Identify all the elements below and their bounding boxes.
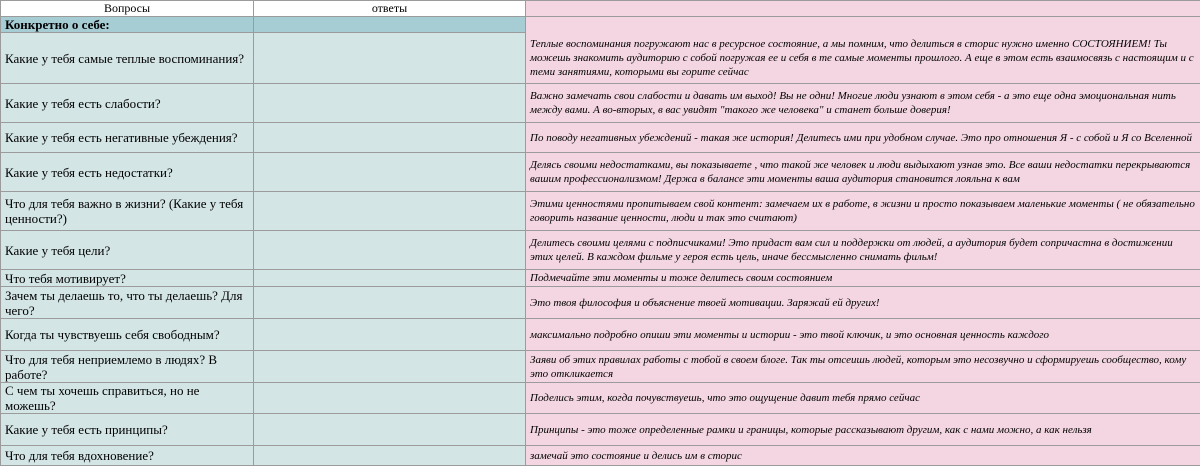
question-cell[interactable]: Какие у тебя цели? xyxy=(1,231,254,270)
note-cell[interactable]: Это твоя философия и объяснение твоей мотивации. Заряжай ей других! xyxy=(526,287,1200,319)
table-row xyxy=(1,33,1200,84)
answer-cell[interactable] xyxy=(254,123,526,153)
note-cell[interactable]: По поводу негативных убеждений - такая же история! Делитесь ими при удобном случае. Это про отношения Я - с собой и Я со Вселенной xyxy=(526,123,1200,153)
note-cell[interactable]: Важно замечать свои слабости и давать им выход! Вы не одни! Многие люди узнают в этом себя - а это еще одна эмоциональная нить между вами. А во-вторых, в вас увидят "такого же человека" и станет больше доверия! xyxy=(526,84,1200,123)
answer-cell[interactable] xyxy=(254,383,526,414)
question-cell[interactable]: Какие у тебя есть слабости? xyxy=(1,84,254,123)
table-row xyxy=(1,383,1200,414)
note-cell[interactable]: Этими ценностями пропитываем свой контент: замечаем их в работе, в жизни и просто показываем маленькие моменты ( не обязательно говорить название ценности, люди и так это считают) xyxy=(526,192,1200,231)
note-cell[interactable]: Подмечайте эти моменты и тоже делитесь своим состоянием xyxy=(526,270,1200,287)
answer-cell[interactable] xyxy=(254,351,526,383)
answer-cell[interactable] xyxy=(254,33,526,84)
note-cell[interactable]: Делитесь своими целями с подписчиками! Это придаст вам сил и поддержки от людей, а аудитория будет сопричастна в достижении этих целей. В каждом фильме у героя есть цель, иначе бессмысленно снимать фильм! xyxy=(526,231,1200,270)
section-note-cell[interactable] xyxy=(526,17,1200,33)
note-cell[interactable]: Принципы - это тоже определенные рамки и границы, которые рассказывают другим, как с нами можно, а как нельзя xyxy=(526,414,1200,446)
section-row xyxy=(1,17,1200,33)
note-cell[interactable]: Теплые воспоминания погружают нас в ресурсное состояние, а мы помним, что делиться в сторис нужно именно СОСТОЯНИЕМ! Ты можешь знакомить аудиторию с собой погружая ее и себя в те самые моменты прошлого. А еще в этом есть взаимосвязь с настоящим и с теми занятиями, которыми вы горите сейчас xyxy=(526,33,1200,84)
question-cell[interactable]: Что тебя мотивирует? xyxy=(1,270,254,287)
table-row xyxy=(1,414,1200,446)
answer-cell[interactable] xyxy=(254,84,526,123)
question-cell[interactable]: Какие у тебя есть недостатки? xyxy=(1,153,254,192)
table-row xyxy=(1,84,1200,123)
question-cell[interactable]: Зачем ты делаешь то, что ты делаешь? Для чего? xyxy=(1,287,254,319)
table-row xyxy=(1,319,1200,351)
table-row xyxy=(1,231,1200,270)
note-cell[interactable]: Делясь своими недостатками, вы показываете , что такой же человек и люди выдыхают узнав это. Все ваши недостатки перекрываются вашим профессионализмом! Держа в балансе эти моменты ваша аудитория становится лояльна к вам xyxy=(526,153,1200,192)
section-answer-cell[interactable] xyxy=(254,17,526,33)
table-row xyxy=(1,446,1200,466)
question-cell[interactable]: Что для тебя неприемлемо в людях? В работе? xyxy=(1,351,254,383)
table-row xyxy=(1,270,1200,287)
answer-cell[interactable] xyxy=(254,231,526,270)
question-cell[interactable]: Что для тебя вдохновение? xyxy=(1,446,254,466)
question-cell[interactable]: Что для тебя важно в жизни? (Какие у тебя ценности?) xyxy=(1,192,254,231)
header-answers[interactable]: ответы xyxy=(254,1,526,17)
table-row xyxy=(1,287,1200,319)
note-cell[interactable]: замечай это состояние и делись им в сторис xyxy=(526,446,1200,466)
table-row xyxy=(1,153,1200,192)
question-cell[interactable]: С чем ты хочешь справиться, но не можешь? xyxy=(1,383,254,414)
table-row xyxy=(1,192,1200,231)
table-row xyxy=(1,123,1200,153)
answer-cell[interactable] xyxy=(254,319,526,351)
note-cell[interactable]: Поделись этим, когда почувствуешь, что это ощущение давит тебя прямо сейчас xyxy=(526,383,1200,414)
answer-cell[interactable] xyxy=(254,192,526,231)
question-cell[interactable]: Когда ты чувствуешь себя свободным? xyxy=(1,319,254,351)
question-cell[interactable]: Какие у тебя самые теплые воспоминания? xyxy=(1,33,254,84)
answer-cell[interactable] xyxy=(254,270,526,287)
table-row xyxy=(1,351,1200,383)
note-cell[interactable]: Заяви об этих правилах работы с тобой в своем блоге. Так ты отсеишь людей, которым это несозвучно и сформируешь сообщество, кому это откликается xyxy=(526,351,1200,383)
section-title[interactable]: Конкретно о себе: xyxy=(1,17,254,33)
answer-cell[interactable] xyxy=(254,287,526,319)
header-row xyxy=(1,1,1200,17)
answer-cell[interactable] xyxy=(254,414,526,446)
answer-cell[interactable] xyxy=(254,153,526,192)
question-cell[interactable]: Какие у тебя есть принципы? xyxy=(1,414,254,446)
header-questions[interactable]: Вопросы xyxy=(1,1,254,17)
note-cell[interactable]: максимально подробно опиши эти моменты и истории - это твой ключик, и это основная ценность каждого xyxy=(526,319,1200,351)
question-cell[interactable]: Какие у тебя есть негативные убеждения? xyxy=(1,123,254,153)
answer-cell[interactable] xyxy=(254,446,526,466)
header-notes[interactable] xyxy=(526,1,1200,17)
